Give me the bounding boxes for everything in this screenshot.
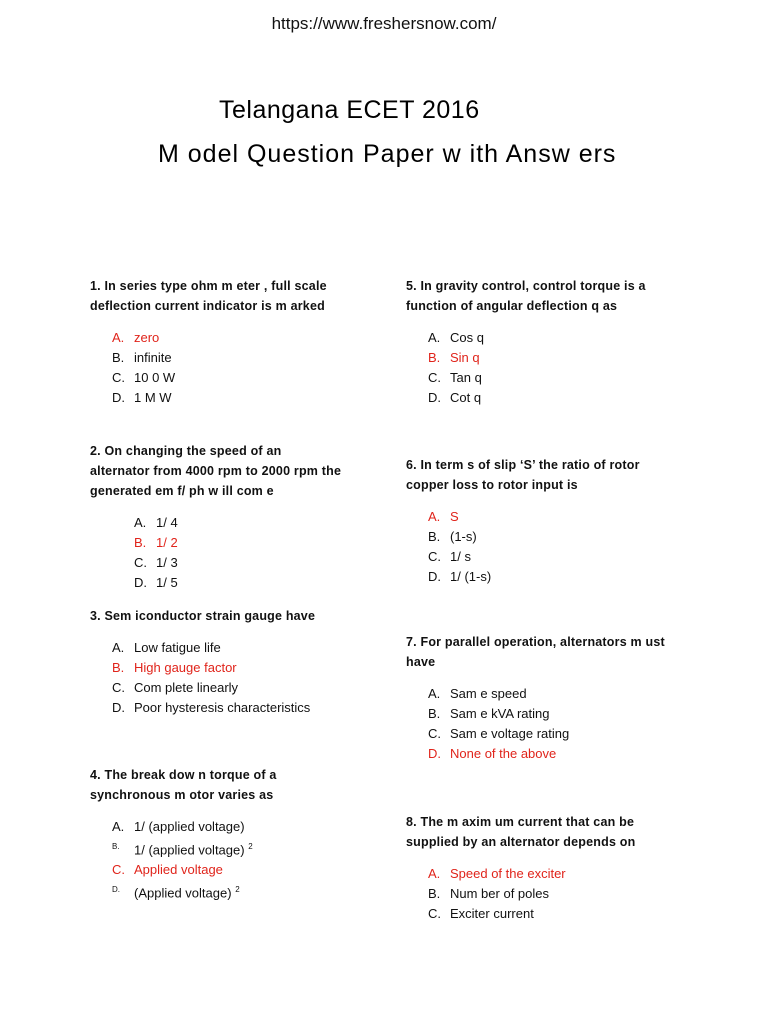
- option-a: A. Sam e speed: [428, 686, 527, 701]
- option-d: D. Cot q: [428, 390, 482, 405]
- option-d: D. 1/ (1-s): [428, 569, 492, 584]
- option-c: C. 1/ s: [428, 549, 471, 564]
- option-d: D. 1 M W: [112, 390, 172, 405]
- question-text: 4. The break dow n torque of a synchronous m otor varies as: [90, 768, 277, 802]
- question-text: 1. In series type ohm m eter , full scale deflection current indicator is m arked: [90, 279, 327, 313]
- option-a: A. 1/ (applied voltage): [112, 819, 245, 834]
- option-d: D. Poor hysteresis characteristics: [112, 700, 311, 715]
- option-c: C. 10 0 W: [112, 370, 176, 385]
- option-c: C. Com plete linearly: [112, 680, 239, 695]
- option-c-answer: C. Applied voltage: [112, 862, 223, 878]
- option-b-answer: B. 1/ 2: [134, 535, 178, 550]
- options-list: [406, 507, 676, 587]
- question-3: [90, 606, 360, 718]
- source-url[interactable]: https://www.freshersnow.com/: [271, 14, 497, 33]
- option-a-answer: A. Speed of the exciter: [428, 866, 566, 881]
- option-a-answer: A. zero: [112, 330, 160, 345]
- option-b: B. infinite: [112, 350, 172, 365]
- option-d: D. 1/ 5: [134, 575, 178, 590]
- option-a: A. Low fatigue life: [112, 640, 221, 655]
- options-list: [406, 864, 676, 924]
- option-c: C. Sam e voltage rating: [428, 726, 570, 741]
- question-text: 7. For parallel operation, alternators m ust have: [406, 635, 665, 669]
- question-text: 3. Sem iconductor strain gauge have: [90, 609, 316, 623]
- question-4: [90, 765, 348, 904]
- option-c: C. 1/ 3: [134, 555, 178, 570]
- question-text: 5. In gravity control, control torque is a function of angular deflection q as: [406, 279, 646, 313]
- option-a-answer: A. S: [428, 509, 459, 524]
- option-c: C. Tan q: [428, 370, 482, 385]
- option-d-answer: D. None of the above: [428, 746, 557, 761]
- options-list: [406, 328, 646, 408]
- question-7: [406, 632, 666, 764]
- exponent: 2: [248, 842, 253, 851]
- options-list: [90, 638, 360, 718]
- option-b: B. 1/ (applied voltage) $^2$: [112, 842, 253, 858]
- question-6: [406, 455, 676, 587]
- question-5: [406, 276, 646, 408]
- option-a: A. Cos q: [428, 330, 484, 345]
- document-title: Telangana ECET 2016: [219, 96, 480, 124]
- option-c: C. Exciter current: [428, 906, 534, 921]
- exponent: 2: [235, 885, 240, 895]
- option-a: A. 1/ 4: [134, 515, 178, 530]
- options-list: [406, 684, 666, 764]
- options-list: [90, 513, 342, 593]
- option-b: B. (1-s): [428, 529, 477, 544]
- option-b: B. Num ber of poles: [428, 886, 549, 901]
- document-subtitle: M odel Question Paper w ith Answ ers: [158, 140, 617, 168]
- option-b-answer: B. Sin q: [428, 350, 480, 365]
- question-text: 2. On changing the speed of an alternator from 4000 rpm to 2000 rpm the generated em f/ ph w ill com e: [90, 444, 342, 498]
- question-2: [90, 441, 342, 593]
- question-1: [90, 276, 360, 408]
- question-text: 6. In term s of slip ‘S’ the ratio of rotor copper loss to rotor input is: [406, 458, 640, 492]
- question-text: 8. The m axim um current that can be supplied by an alternator depends on: [406, 815, 636, 849]
- option-b: B. Sam e kVA rating: [428, 706, 550, 721]
- options-list: [90, 817, 348, 904]
- question-8: [406, 812, 676, 924]
- option-d: D. (Applied voltage) $^2$: [112, 885, 240, 901]
- options-list: [90, 328, 360, 408]
- option-b-answer: B. High gauge factor: [112, 660, 237, 675]
